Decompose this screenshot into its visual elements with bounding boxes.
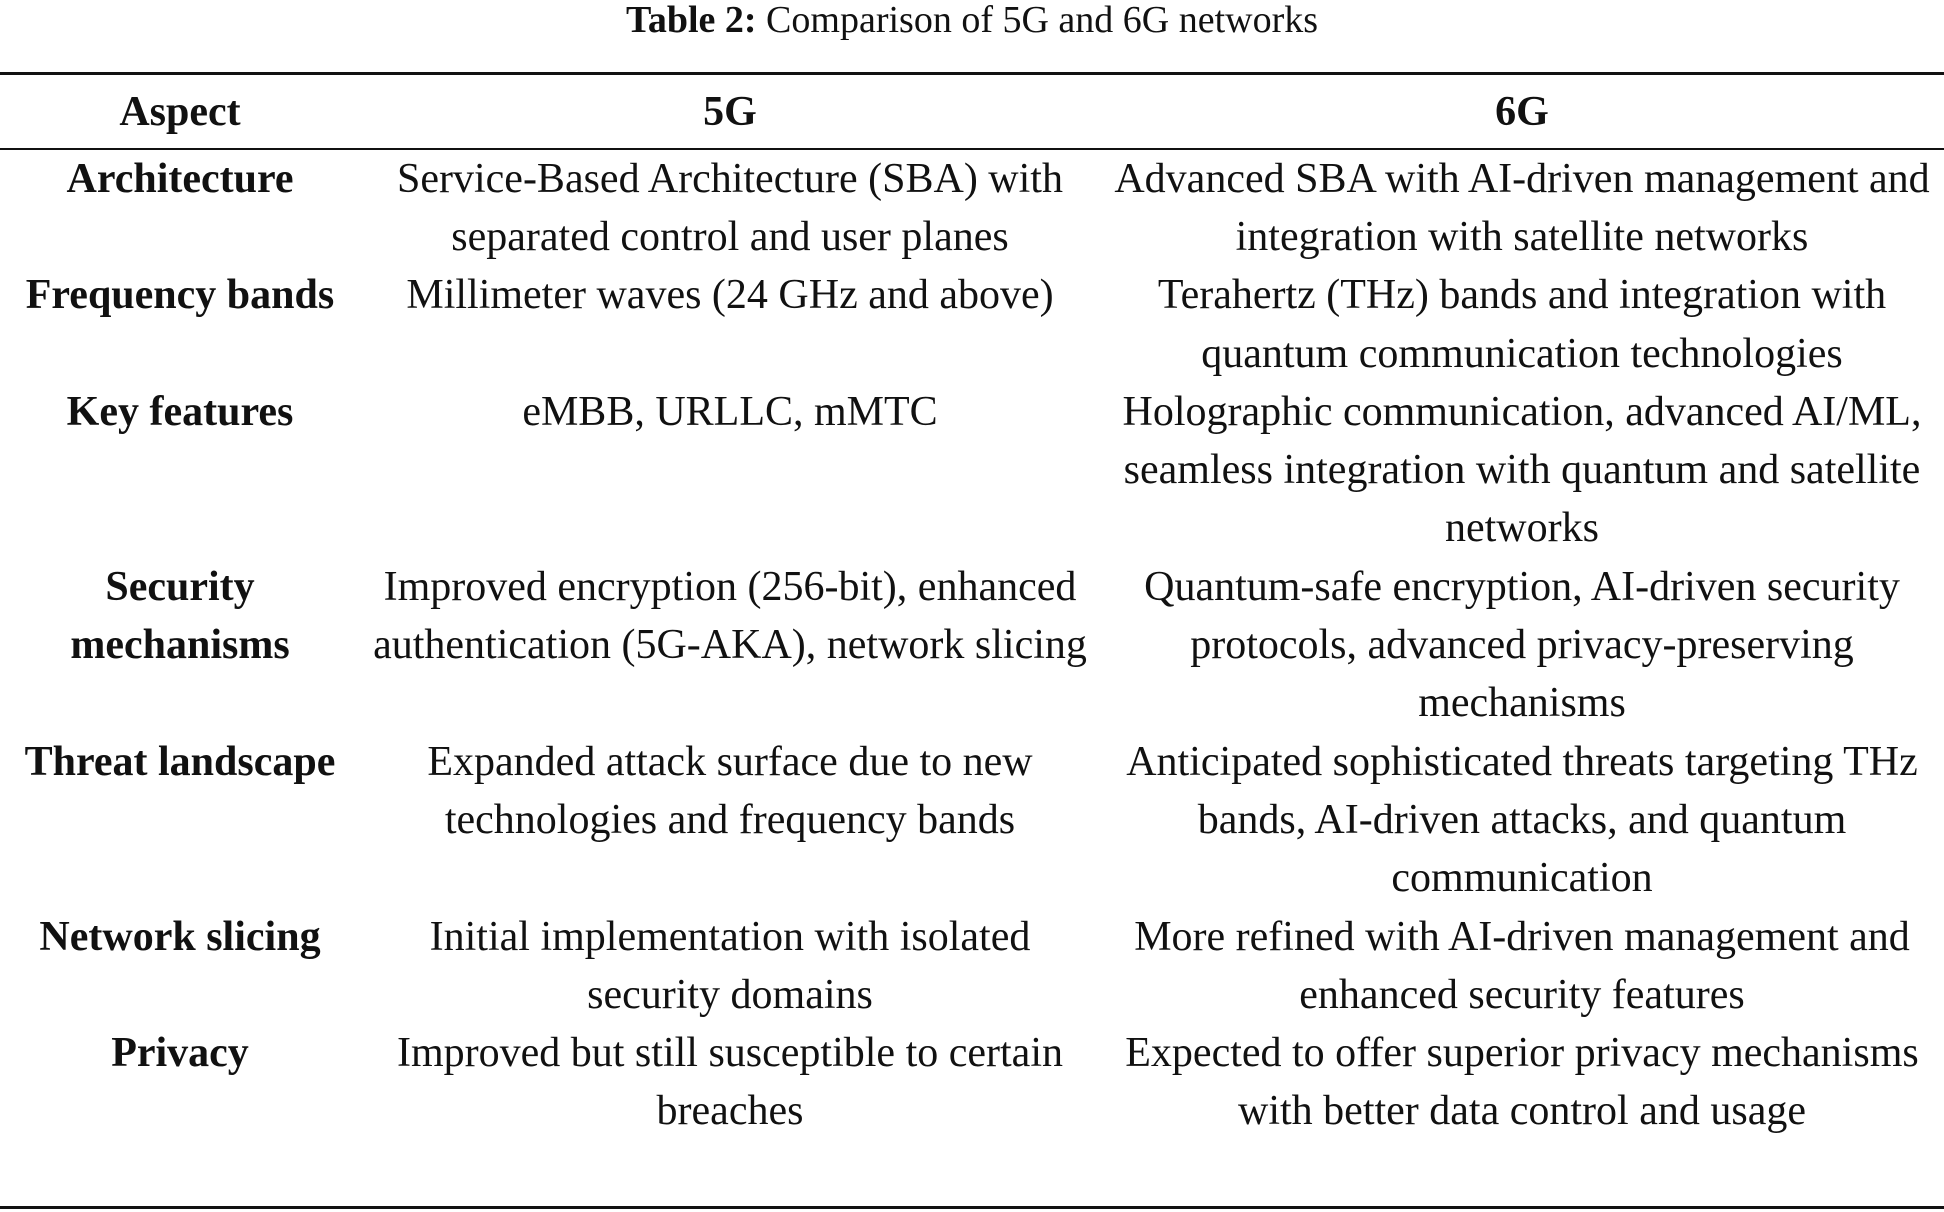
- table-caption: [0, 0, 1944, 40]
- table-row: [0, 733, 1944, 908]
- aspect-cell: Frequency bands: [25, 272, 335, 319]
- 5g-cell: Expanded attack surface due to new technologies and frequency bands: [427, 738, 1033, 844]
- 6g-cell: Advanced SBA with AI-driven management and integration with satellite networks: [1114, 156, 1930, 261]
- aspect-cell: Security mechanisms: [70, 563, 290, 669]
- aspect-cell: Network slicing: [39, 913, 321, 960]
- table-row: [0, 150, 1944, 266]
- table-row: [0, 908, 1944, 1024]
- 6g-cell: Expected to offer superior privacy mechanisms with better data control and usage: [1125, 1030, 1919, 1135]
- aspect-cell: Architecture: [66, 156, 294, 202]
- comparison-table: [0, 75, 1944, 1199]
- 6g-cell: Anticipated sophisticated threats targeting THz bands, AI-driven attacks, and quantum communication: [1126, 738, 1918, 902]
- table-row: [0, 1024, 1944, 1199]
- 6g-cell: More refined with AI-driven management and enhanced security features: [1134, 913, 1910, 1019]
- table-header: [0, 75, 1944, 150]
- header-5g: 5G: [703, 88, 757, 135]
- 6g-cell: Terahertz (THz) bands and integration with quantum communication technologies: [1157, 272, 1887, 377]
- aspect-cell: Key features: [66, 388, 294, 435]
- 6g-cell: Quantum-safe encryption, AI-driven security protocols, advanced privacy-preserving mechanisms: [1144, 563, 1900, 727]
- table-row: [0, 266, 1944, 382]
- table-caption-label: Table 2:: [625, 0, 757, 41]
- aspect-cell: Threat landscape: [24, 738, 336, 785]
- 6g-cell: Holographic communication, advanced AI/ML, seamless integration with quantum and satellite networks: [1122, 388, 1922, 552]
- aspect-cell: Privacy: [111, 1030, 249, 1077]
- header-aspect: Aspect: [119, 88, 241, 135]
- 5g-cell: Millimeter waves (24 GHz and above): [406, 272, 1054, 319]
- 5g-cell: Improved but still susceptible to certain breaches: [396, 1030, 1063, 1135]
- 5g-cell: Initial implementation with isolated security domains: [429, 913, 1031, 1019]
- table-row: [0, 383, 1944, 558]
- table-row: [0, 558, 1944, 733]
- 5g-cell: eMBB, URLLC, mMTC: [522, 388, 938, 435]
- table-caption-text: Comparison of 5G and 6G networks: [766, 0, 1319, 41]
- 5g-cell: Improved encryption (256-bit), enhanced authentication (5G-AKA), network slicing: [373, 563, 1087, 669]
- table-body: [0, 150, 1944, 1199]
- 5g-cell: Service-Based Architecture (SBA) with separated control and user planes: [397, 156, 1063, 261]
- header-6g: 6G: [1495, 88, 1549, 135]
- table-bottom-rule: [0, 1206, 1944, 1209]
- header-row: [0, 75, 1944, 148]
